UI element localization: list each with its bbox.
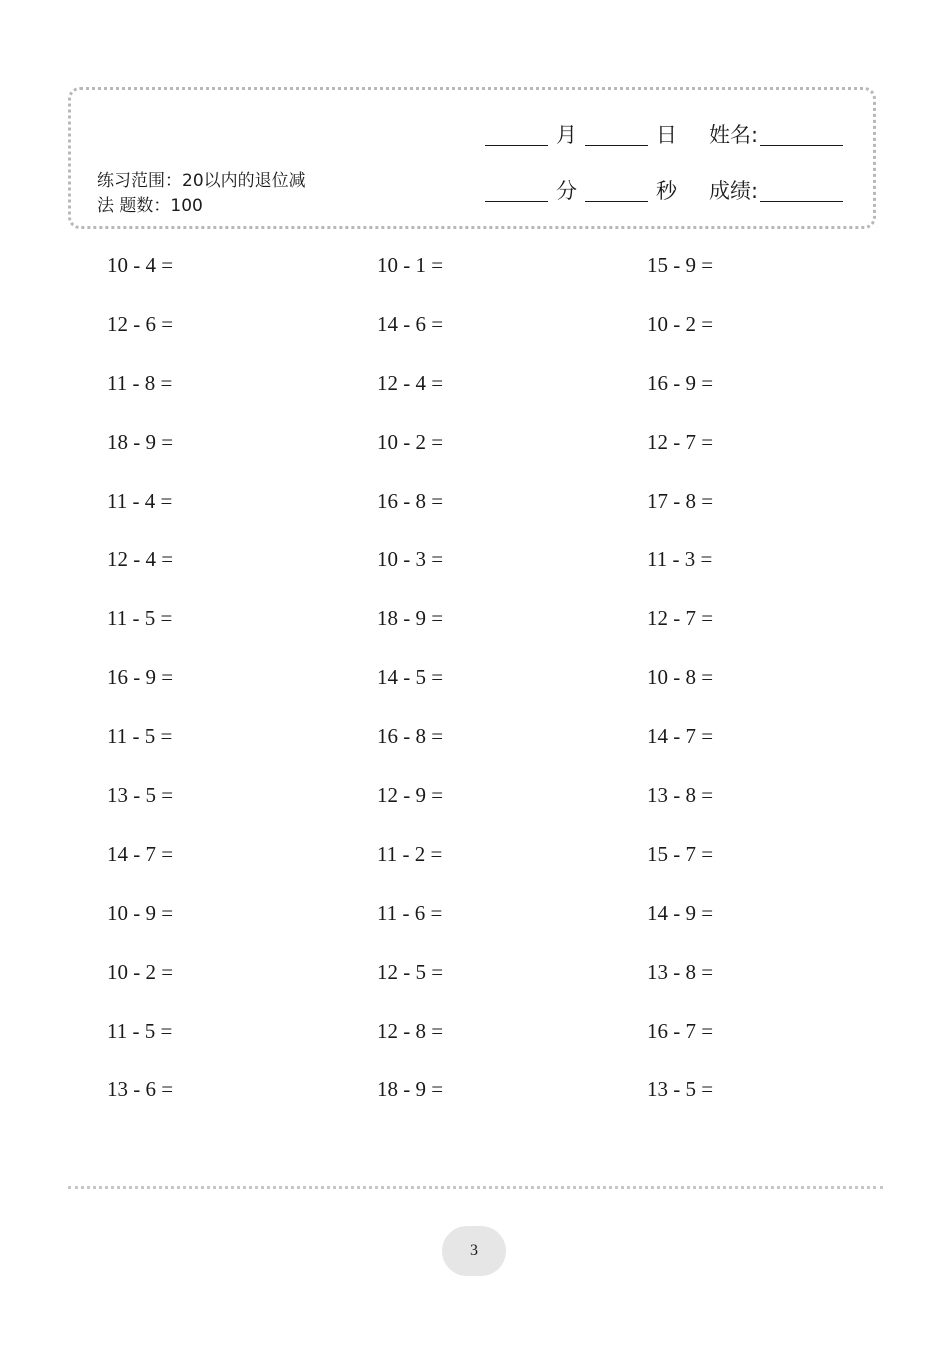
problem-item: 10 - 4 =	[107, 253, 174, 277]
problem-item: 16 - 8 =	[377, 488, 444, 513]
problem-item: 15 - 7 =	[647, 841, 714, 866]
worksheet-header	[68, 87, 876, 229]
problem-item: 11 - 5 =	[107, 1018, 173, 1043]
score-blank[interactable]	[760, 179, 843, 202]
problem-item: 12 - 4 =	[377, 370, 444, 395]
problem-item: 10 - 2 =	[107, 959, 174, 984]
problem-item: 18 - 9 =	[377, 1077, 444, 1102]
month-label: 月	[556, 123, 577, 147]
minute-blank[interactable]	[485, 179, 548, 202]
problem-item: 16 - 9 =	[647, 370, 714, 395]
page-number: 3	[442, 1226, 506, 1276]
problem-item: 11 - 2 =	[377, 841, 443, 866]
month-blank[interactable]	[485, 123, 548, 146]
problem-grid	[107, 246, 827, 1129]
problem-item: 18 - 9 =	[377, 606, 444, 631]
problem-item: 11 - 3 =	[647, 547, 713, 572]
scope-line-2: 法 题数：100	[97, 196, 203, 216]
second-blank[interactable]	[585, 179, 648, 202]
problem-item: 12 - 8 =	[377, 1018, 444, 1043]
problem-item: 14 - 5 =	[377, 665, 444, 690]
problem-item: 14 - 9 =	[647, 900, 714, 925]
footer-divider	[68, 1186, 883, 1189]
second-label: 秒	[656, 179, 677, 203]
practice-scope	[97, 169, 347, 219]
problem-item: 14 - 6 =	[377, 311, 444, 336]
problem-item: 10 - 8 =	[647, 665, 714, 690]
problem-item: 17 - 8 =	[647, 488, 714, 513]
problem-item: 10 - 1 =	[377, 253, 444, 277]
problem-item: 10 - 2 =	[647, 311, 714, 336]
time-score-row	[485, 176, 843, 206]
problem-item: 12 - 7 =	[647, 429, 714, 454]
problem-item: 12 - 6 =	[107, 311, 174, 336]
problem-item: 12 - 4 =	[107, 547, 174, 572]
problem-item: 16 - 7 =	[647, 1018, 714, 1043]
problem-item: 13 - 8 =	[647, 783, 714, 808]
name-blank[interactable]	[760, 123, 843, 146]
problem-item: 15 - 9 =	[647, 253, 714, 277]
problem-item: 13 - 5 =	[647, 1077, 714, 1102]
problem-item: 11 - 4 =	[107, 488, 173, 513]
problem-item: 11 - 5 =	[107, 724, 173, 749]
problem-item: 16 - 8 =	[377, 724, 444, 749]
problem-item: 14 - 7 =	[107, 841, 174, 866]
name-label: 姓名:	[709, 123, 759, 147]
problem-item: 10 - 3 =	[377, 547, 444, 572]
problem-item: 11 - 8 =	[107, 370, 173, 395]
problem-item: 10 - 2 =	[377, 429, 444, 454]
problem-item: 12 - 9 =	[377, 783, 444, 808]
scope-line-1: 练习范围：20以内的退位减	[97, 171, 306, 191]
problem-item: 11 - 5 =	[107, 606, 173, 631]
problem-item: 16 - 9 =	[107, 665, 174, 690]
day-blank[interactable]	[585, 123, 648, 146]
problem-item: 14 - 7 =	[647, 724, 714, 749]
problem-item: 18 - 9 =	[107, 429, 174, 454]
problem-item: 12 - 5 =	[377, 959, 444, 984]
problem-item: 12 - 7 =	[647, 606, 714, 631]
problem-item: 13 - 5 =	[107, 783, 174, 808]
day-label: 日	[656, 123, 677, 147]
minute-label: 分	[556, 179, 577, 203]
problem-item: 13 - 8 =	[647, 959, 714, 984]
problem-item: 11 - 6 =	[377, 900, 443, 925]
problem-item: 13 - 6 =	[107, 1077, 174, 1102]
score-label: 成绩:	[709, 179, 759, 203]
date-name-row	[485, 120, 843, 150]
problem-item: 10 - 9 =	[107, 900, 174, 925]
